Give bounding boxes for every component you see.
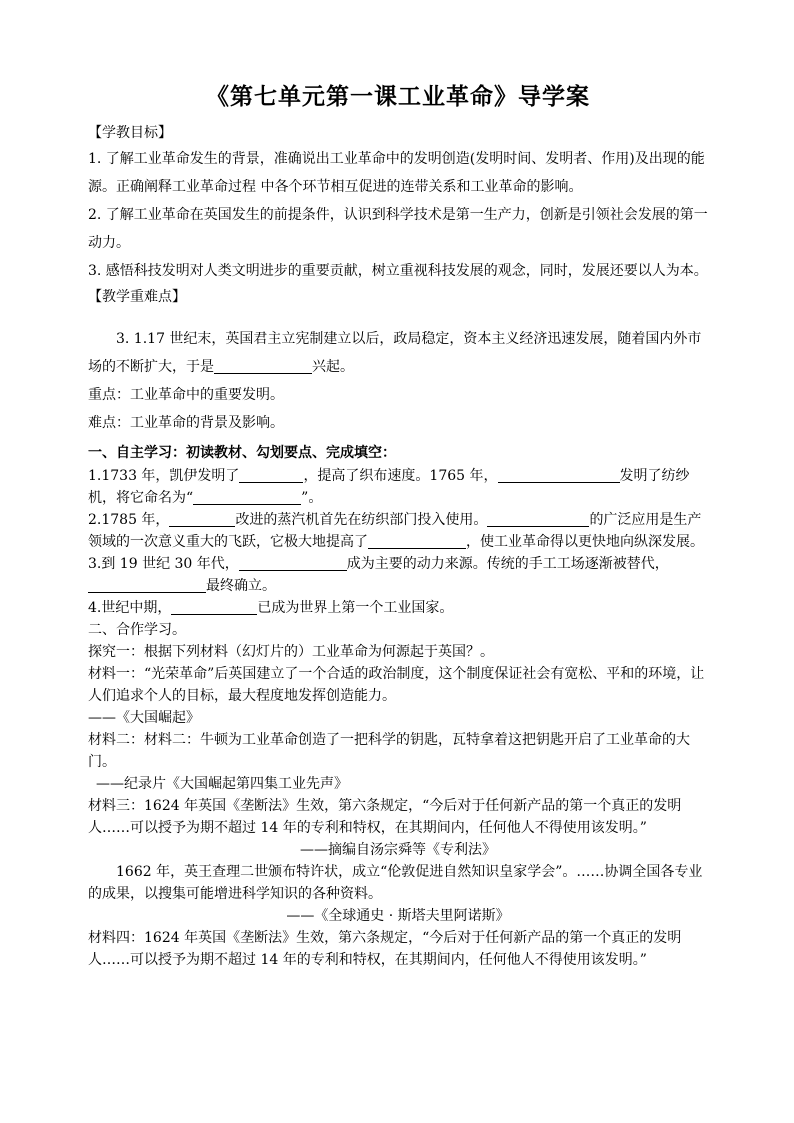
difficult-point: 难点：工业革命的背景及影响。 [88, 415, 284, 431]
blank-line[interactable] [239, 554, 347, 571]
blank-line[interactable] [239, 466, 303, 483]
material-3-source: ——摘编自汤宗舜等《专利法》 [300, 842, 496, 858]
explore-1: 探究一：根据下列材料（幻灯片的）工业革命为何源起于英国？。 [88, 644, 494, 660]
material-3b: 1662 年，英王查理二世颁布特许状，成立“伦敦促进自然知识皇家学会”。……协调全国各专业的成果，以搜集可能增进科学知识的各种资料。 [88, 864, 703, 902]
goal-2: 2. 了解工业革命在英国发生的前提条件，认识到科学技术是第一生产力，创新是引领社会发展的第一动力。 [88, 207, 708, 251]
goal-1: 1. 了解工业革命发生的背景，准确说出工业革命中的发明创造(发明时间、发明者、作用)及出现的能源。正确阐释工业革命过程 中各个环节相互促进的连带关系和工业革命的影响。 [88, 151, 705, 195]
blank-line[interactable] [214, 357, 312, 374]
key-point: 重点：工业革命中的重要发明。 [88, 387, 284, 403]
goal-3: 3. 感悟科技发明对人类文明进步的重要贡献，树立重视科技发展的观念，同时，发展还要以人为本。 [88, 263, 708, 279]
coop-heading: 二、合作学习。 [88, 622, 186, 638]
material-1: 材料一：“光荣革命”后英国建立了一个合适的政治制度，这个制度保证社会有宽松、平和的环境，让人们追求个人的目标，最大程度地发挥创造能力。 [88, 666, 705, 704]
question-3: 3.到 19 世纪 30 年代， 成为主要的动力来源。传统的手工工场逐渐被替代，最终确立。 [88, 556, 669, 594]
material-2-source: ——纪录片《大国崛起第四集工业先声》 [96, 776, 348, 792]
material-3: 材料三：1624 年英国《垄断法》生效，第六条规定，“今后对于任何新产品的第一个真正的发明人……可以授予为期不超过 14 年的专利和特权，在其期间内，任何他人不得使用该发明。” [88, 798, 682, 836]
key-heading: 【教学重难点】 [88, 289, 186, 305]
self-study-heading: 一、自主学习：初读教材、勾划要点、完成填空： [88, 445, 396, 461]
goals-heading: 【学教目标】 [88, 125, 172, 141]
material-3b-source: ——《全球通史 · 斯塔夫里阿诺斯》 [286, 908, 510, 924]
material-4: 材料四：1624 年英国《垄断法》生效，第六条规定，“今后对于任何新产品的第一个真正的发明人……可以授予为期不超过 14 年的专利和特权，在其期间内，任何他人不得使用该发明。” [88, 930, 682, 968]
blank-line[interactable] [193, 488, 301, 505]
blank-line[interactable] [487, 510, 589, 527]
document-page [88, 78, 708, 971]
page-title: 《第七单元第一课工业革命》导学案 [206, 84, 590, 110]
intro-paragraph: 3. 1.17 世纪末，英国君主立宪制建立以后，政局稳定，资本主义经济迅速发展，随着国内外市场的不断扩大，于是 兴起。 [88, 331, 702, 375]
blank-line[interactable] [88, 576, 206, 593]
blank-line[interactable] [169, 510, 235, 527]
question-1: 1.1733 年，凯伊发明了 ，提高了织布速度。1765 年， 发明了纺纱机，将它命名为“ ”。 [88, 468, 690, 506]
question-2: 2.1785 年， 改进的蒸汽机首先在纺织部门投入使用。 的广泛应用是生产领域的一次意义重大的飞跃，它极大地提高了 ，使工业革命得以更快地向纵深发展。 [88, 512, 704, 550]
question-4: 4.世纪中期， 已成为世界上第一个工业国家。 [88, 600, 454, 616]
material-2: 材料二：材料二：牛顿为工业革命创造了一把科学的钥匙，瓦特拿着这把钥匙开启了工业革命的大门。 [88, 732, 690, 770]
blank-line[interactable] [171, 598, 257, 615]
blank-line[interactable] [498, 466, 620, 483]
blank-line[interactable] [368, 532, 466, 549]
material-1-source: ——《大国崛起》 [88, 710, 200, 726]
